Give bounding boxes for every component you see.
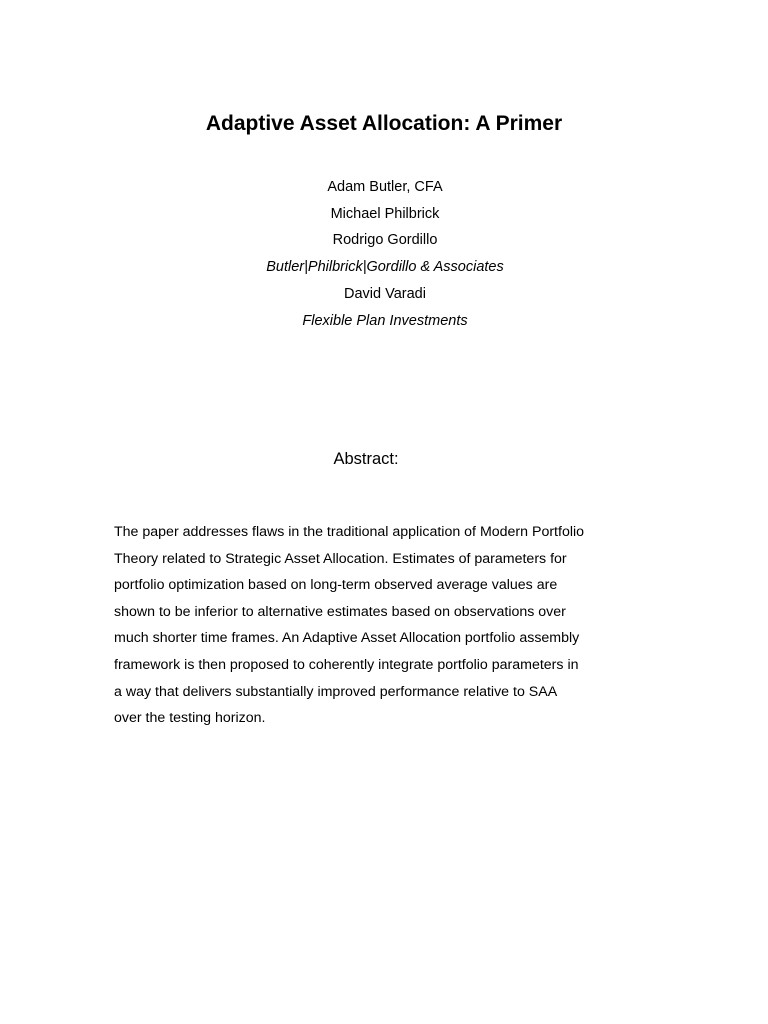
abstract-line: framework is then proposed to coherently integrate portfolio parameters in — [114, 656, 579, 673]
abstract-line: much shorter time frames. An Adaptive Asset Allocation portfolio assembly — [114, 630, 580, 647]
abstract-line: The paper addresses flaws in the traditional application of Modern Portfolio — [114, 524, 585, 540]
author-michael-philbrick: Michael Philbrick — [330, 205, 440, 222]
abstract-line: shown to be inferior to alternative estimates based on observations over — [114, 603, 566, 620]
author-adam-butler: Adam Butler, CFA — [327, 179, 443, 195]
affiliation-flexible-plan: Flexible Plan Investments — [302, 312, 468, 329]
abstract-heading: Abstract: — [333, 450, 399, 468]
abstract-body — [114, 519, 634, 732]
abstract-line: portfolio optimization based on long-term observed average values are — [114, 577, 558, 594]
author-david-varadi: David Varadi — [344, 285, 426, 302]
author-block — [0, 174, 768, 334]
abstract-line: Theory related to Strategic Asset Allocation. Estimates of parameters for — [114, 550, 567, 567]
author-rodrigo-gordillo: Rodrigo Gordillo — [332, 232, 438, 249]
abstract-line: over the testing horizon. — [114, 710, 266, 727]
abstract-line: a way that delivers substantially improved performance relative to SAA — [114, 683, 558, 700]
paper-title: Adaptive Asset Allocation: A Primer — [205, 112, 563, 135]
affiliation-butler-philbrick-gordillo: Butler|Philbrick|Gordillo & Associates — [266, 259, 504, 276]
